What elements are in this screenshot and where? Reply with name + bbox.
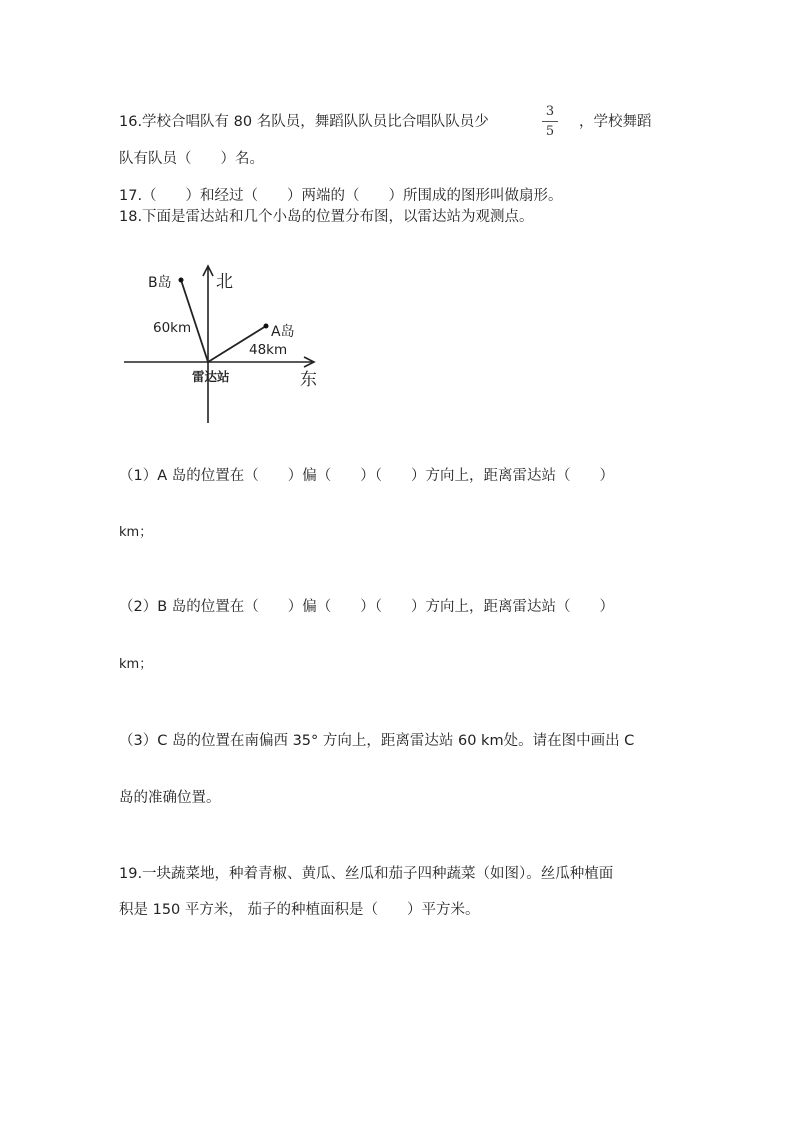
radar-diagram [110,255,340,435]
q17-text: 17.（ ）和经过（ ）两端的（ ）所围成的图形叫做扇形。 [119,188,563,204]
station-label: 雷达站 [192,369,230,384]
q18-sub2: （2）B 岛的位置在（ ）偏（ ）（ ）方向上，距离雷达站（ ） [119,599,615,615]
fraction-bar [542,121,558,122]
q18-sub3-line2: 岛的准确位置。 [119,790,221,806]
fraction-denominator: 5 [545,124,555,139]
q16-line1-part1: 16.学校合唱队有 80 名队员，舞蹈队队员比合唱队队员少 [119,114,489,130]
q16-line1-part2: ，学校舞蹈 [579,114,652,130]
q16-fraction [542,104,558,139]
island-a-label: A岛 [271,324,295,340]
fraction-numerator: 3 [545,104,555,119]
island-b-dot [179,278,184,283]
q18-sub1: （1）A 岛的位置在（ ）偏（ ）（ ）方向上，距离雷达站（ ） [119,468,615,484]
dist-a-label: 48km [249,342,288,358]
q19-line1: 19.一块蔬菜地，种着青椒、黄瓜、丝瓜和茄子四种蔬菜（如图）。丝瓜种植面 [119,866,614,882]
q18-sub3-line1: （3）C 岛的位置在南偏西 35° 方向上，距离雷达站 60 km处。请在图中画出 C [119,733,635,749]
q18-sub2-unit: km； [119,657,153,672]
q18-intro: 18.下面是雷达站和几个小岛的位置分布图，以雷达站为观测点。 [119,209,534,225]
dist-b-label: 60km [153,320,192,336]
island-a-dot [264,324,269,329]
north-label: 北 [216,272,233,292]
q18-sub1-unit: km； [119,525,153,540]
q16-line2: 队有队员（ ）名。 [119,151,264,167]
east-label: 东 [300,370,317,390]
island-b-label: B岛 [148,275,172,291]
q19-line2: 积是 150 平方米， 茄子的种植面积是（ ）平方米。 [119,902,480,918]
